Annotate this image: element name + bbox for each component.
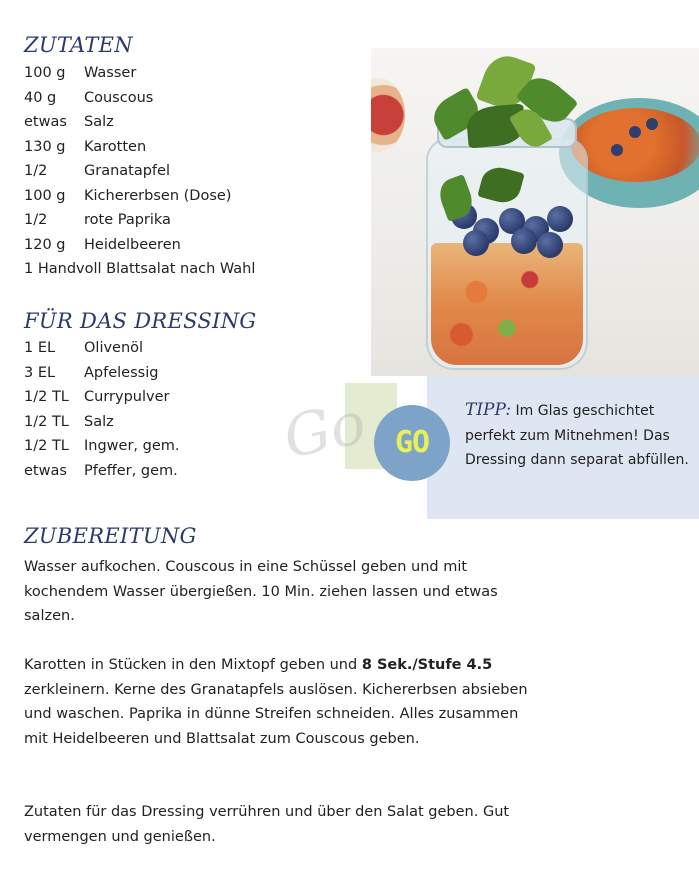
dressing-list bbox=[24, 336, 180, 483]
berry-decoration bbox=[463, 230, 489, 256]
ingredient-row-salad bbox=[24, 257, 255, 282]
dressing-qty: 1/2 TL bbox=[24, 413, 69, 430]
ingredient-name: Kichererbsen (Dose) bbox=[84, 187, 232, 204]
berry-decoration bbox=[646, 118, 658, 130]
ingredient-qty: 1/2 bbox=[24, 163, 48, 179]
ingredient-row bbox=[24, 86, 255, 111]
dressing-qty: 1/2 TL bbox=[24, 389, 69, 405]
ingredient-qty: 40 g bbox=[24, 89, 57, 106]
dressing-row bbox=[24, 336, 180, 361]
ingredients-list bbox=[24, 61, 255, 282]
plate-decoration bbox=[371, 78, 405, 152]
ingredient-qty: 130 g bbox=[24, 138, 66, 155]
ingredient-name: Wasser bbox=[84, 65, 137, 81]
ingredient-qty: 1/2 bbox=[24, 212, 48, 228]
preparation-step-2-text: Karotten in Stücken in den Mixtopf geben und bbox=[24, 657, 362, 673]
dressing-row bbox=[24, 434, 180, 459]
ingredient-qty: 120 g bbox=[24, 236, 66, 253]
dressing-qty: 1/2 TL bbox=[24, 438, 69, 454]
dressing-heading: FÜR DAS DRESSING bbox=[24, 309, 257, 333]
preparation-heading: ZUBEREITUNG bbox=[24, 524, 197, 548]
salad-jar-photo bbox=[371, 48, 699, 376]
ingredient-qty: 100 g bbox=[24, 65, 66, 81]
ingredient-qty: etwas bbox=[24, 114, 67, 130]
berry-decoration bbox=[611, 144, 623, 156]
dressing-name: Currypulver bbox=[84, 389, 170, 405]
ingredient-name: rote Paprika bbox=[84, 212, 171, 228]
preparation-step-2 bbox=[24, 653, 544, 751]
go-badge: GO bbox=[374, 405, 450, 481]
tip-label: TIPP: bbox=[465, 400, 512, 420]
berry-decoration bbox=[629, 126, 641, 138]
preparation-step-3: Zutaten für das Dressing verrühren und über den Salat geben. Gut vermengen und genießen. bbox=[24, 804, 510, 845]
ingredient-row bbox=[24, 159, 255, 184]
dressing-row bbox=[24, 361, 180, 386]
preparation-step-1: Wasser aufkochen. Couscous in eine Schüssel geben und mit kochendem Wasser übergießen. 10 Min. ziehen lassen und etwas salzen. bbox=[24, 559, 498, 624]
dressing-name: Pfeffer, gem. bbox=[84, 462, 178, 479]
dressing-name: Apfelessig bbox=[84, 364, 159, 381]
ingredient-row bbox=[24, 135, 255, 160]
berry-decoration bbox=[511, 228, 537, 254]
dressing-row bbox=[24, 385, 180, 410]
tip-text: Im Glas geschichtet perfekt zum Mitnehmen! Das Dressing dann separat abfüllen. bbox=[465, 403, 689, 468]
ingredient-row bbox=[24, 184, 255, 209]
berry-decoration bbox=[537, 232, 563, 258]
tip-text-block bbox=[465, 398, 690, 473]
ingredient-name: Karotten bbox=[84, 138, 147, 155]
dressing-row bbox=[24, 410, 180, 435]
dressing-name: Ingwer, gem. bbox=[84, 438, 180, 454]
ingredient-name: Couscous bbox=[84, 89, 154, 106]
ingredient-row bbox=[24, 110, 255, 135]
dressing-qty: etwas bbox=[24, 462, 67, 479]
ingredient-row bbox=[24, 233, 255, 258]
ingredient-row bbox=[24, 208, 255, 233]
dressing-qty: 3 EL bbox=[24, 364, 56, 381]
berry-decoration bbox=[547, 206, 573, 232]
ingredient-name: Granatapfel bbox=[84, 163, 170, 179]
ingredient-qty: 100 g bbox=[24, 187, 66, 204]
ingredient-name: Salz bbox=[84, 114, 114, 130]
dressing-name: Olivenöl bbox=[84, 340, 144, 356]
ingredient-last-line: 1 Handvoll Blattsalat nach Wahl bbox=[24, 261, 256, 277]
ingredient-name: Heidelbeeren bbox=[84, 236, 181, 253]
go-watermark: Go bbox=[277, 388, 372, 472]
dressing-name: Salz bbox=[84, 413, 114, 430]
ingredient-row bbox=[24, 61, 255, 86]
preparation-step-2-setting: 8 Sek./Stufe 4.5 bbox=[361, 657, 493, 673]
jar-couscous-layer bbox=[431, 243, 583, 365]
dressing-qty: 1 EL bbox=[24, 340, 56, 356]
bowl-food-decoration bbox=[571, 108, 699, 182]
dressing-row bbox=[24, 459, 180, 484]
preparation-step-2-text-continued: zerkleinern. Kerne des Granatapfels auslösen. Kichererbsen absieben und waschen. Paprika in dünne Streifen schneiden. Alles zusammen mit Heidelbeeren und Blattsalat zum Couscous geben. bbox=[24, 681, 528, 747]
ingredients-heading: ZUTATEN bbox=[24, 33, 133, 57]
